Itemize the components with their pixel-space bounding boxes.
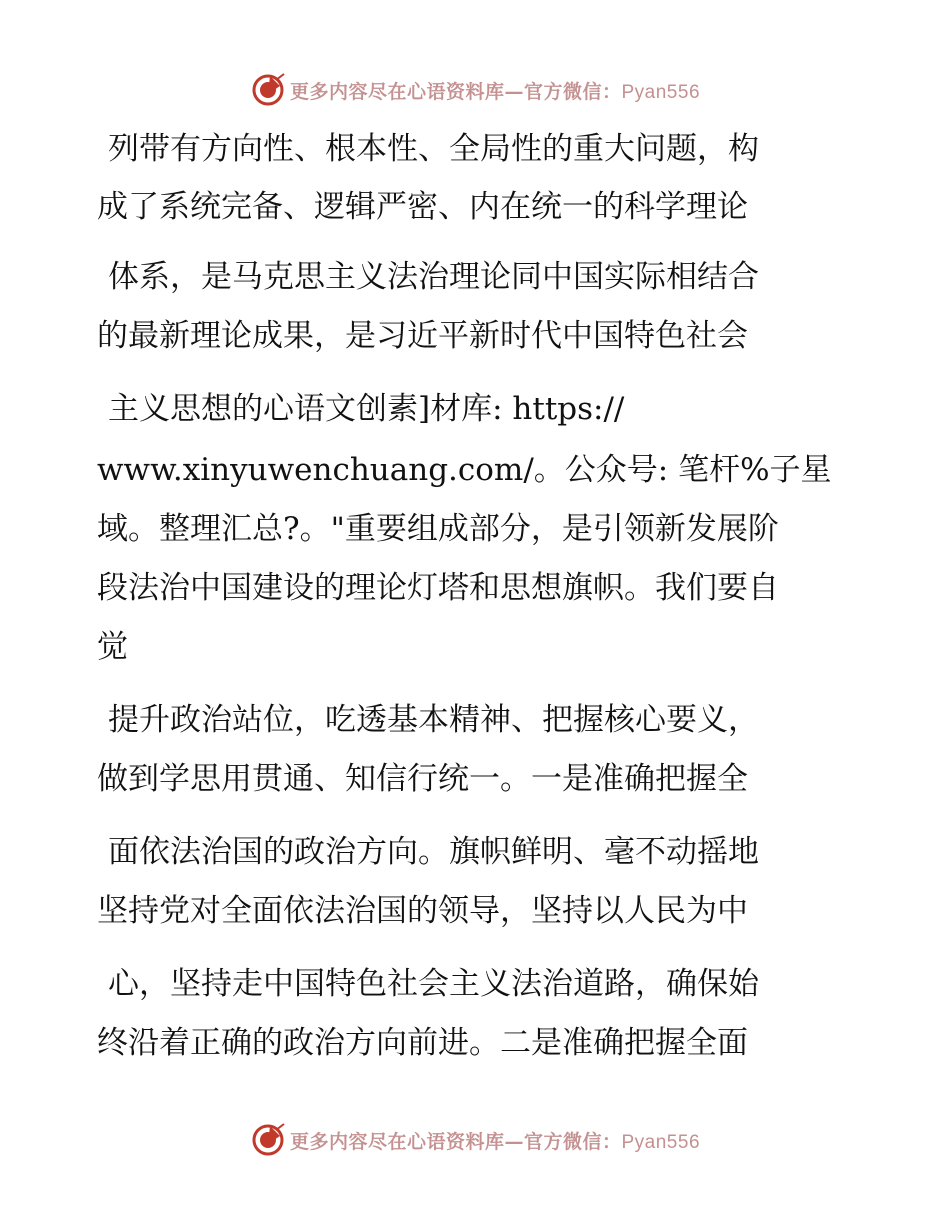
text-line: 坚持党对全面依法治国的领导，坚持以人民为中 <box>97 893 748 929</box>
text-line: 的最新理论成果，是习近平新时代中国特色社会 <box>97 318 748 354</box>
footer-banner <box>0 1120 950 1160</box>
text-line: 心，坚持走中国特色社会主义法治道路，确保始 <box>108 966 759 1002</box>
text-line: 列带有方向性、根本性、全局性的重大问题，构 <box>108 131 759 167</box>
text-line: www.xinyuwenchuang.com/。公众号: 笔杆%子星 <box>97 452 832 488</box>
banner-dash: — <box>504 1130 524 1153</box>
text-line: 终沿着正确的政治方向前进。二是准确把握全面 <box>97 1025 748 1061</box>
banner-text <box>290 1127 700 1154</box>
banner-wechat-label: 官方微信： <box>523 80 622 103</box>
text-line: 面依法治国的政治方向。旗帜鲜明、毫不动摇地 <box>108 834 759 870</box>
text-line: 体系，是马克思主义法治理论同中国实际相结合 <box>108 259 759 295</box>
text-line: 段法治中国建设的理论灯塔和思想旗帜。我们要自 <box>97 570 779 606</box>
pen-logo-icon <box>250 1122 286 1158</box>
text-line: 提升政治站位，吃透基本精神、把握核心要义， <box>108 702 759 738</box>
banner-wechat-label: 官方微信： <box>523 1130 622 1153</box>
text-line: 主义思想的心语文创素]材库: https:// <box>108 391 625 427</box>
banner-dash: — <box>504 80 524 103</box>
text-line: 成了系统完备、逻辑严密、内在统一的科学理论 <box>97 189 748 225</box>
banner-main-text: 更多内容尽在心语资料库 <box>289 80 505 103</box>
banner-wechat-id: Pyan556 <box>621 1131 701 1153</box>
text-line: 做到学思用贯通、知信行统一。一是准确把握全 <box>97 761 748 797</box>
text-line: 域。整理汇总?。"重要组成部分，是引领新发展阶 <box>97 511 779 547</box>
text-line: 觉 <box>97 629 128 665</box>
banner-main-text: 更多内容尽在心语资料库 <box>289 1130 505 1153</box>
banner-wechat-id: Pyan556 <box>621 81 701 103</box>
